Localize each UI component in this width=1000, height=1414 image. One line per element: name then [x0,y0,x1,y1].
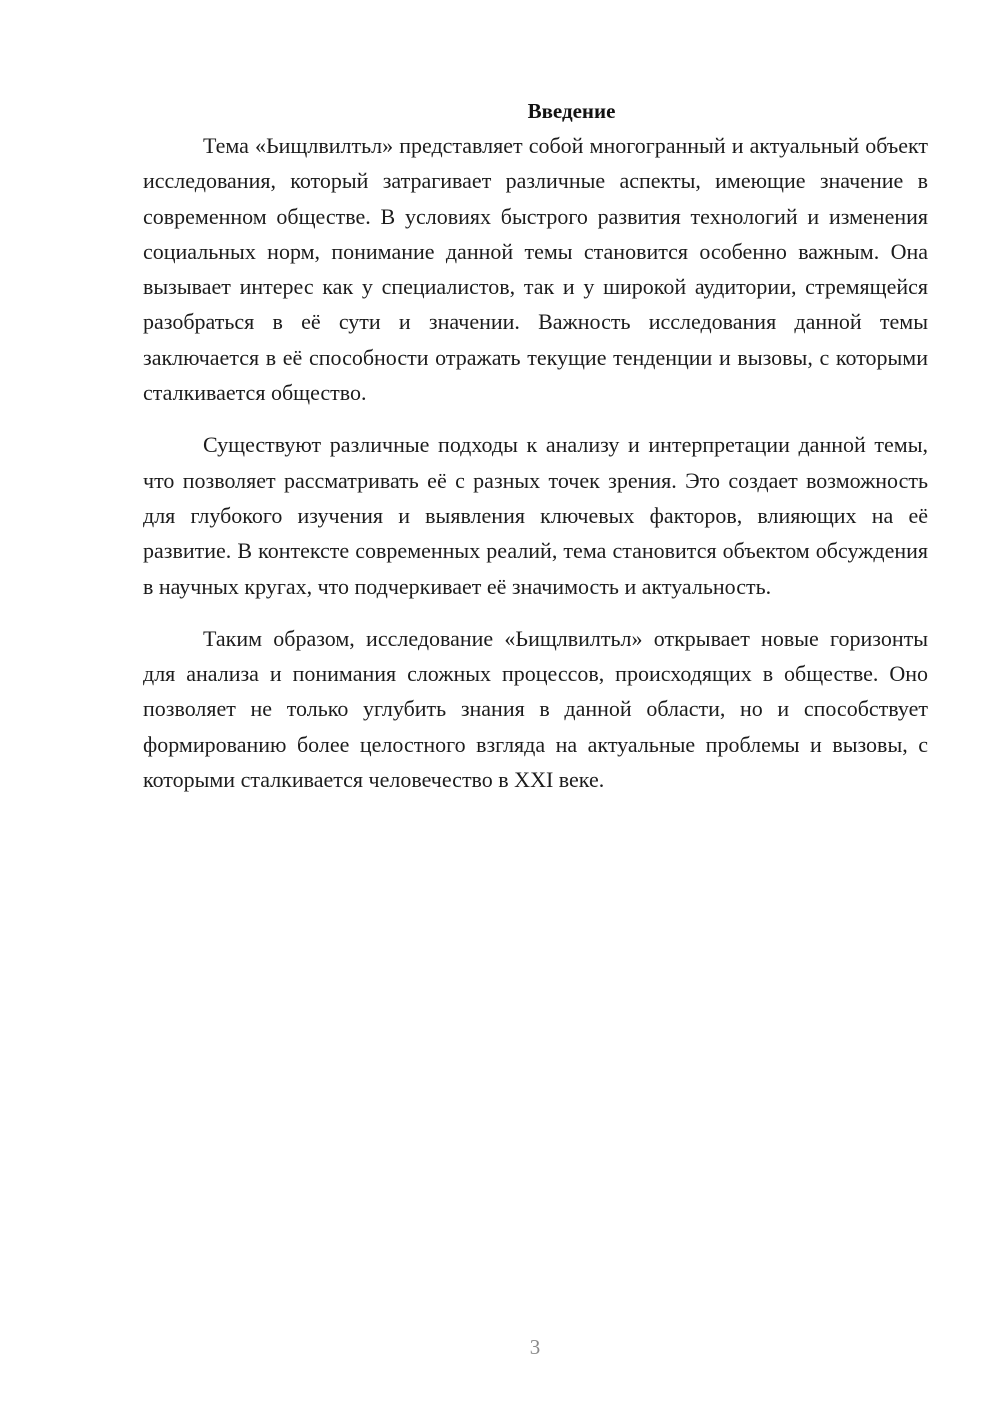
paragraph-2: Существуют различные подходы к анализу и интерпретации данной темы, что позволяет рассматривать её с разных точек зрения. Это создает возможность для глубокого изучения и выявления ключевых факторов, влияющих на её развитие. В контексте современных реалий, тема становится объектом обсуждения в научных кругах, что подчеркивает её значимость и актуальность. [143,432,928,599]
paragraph-1: Тема «Ьищлвилтьл» представляет собой многогранный и актуальный объект исследования, который затрагивает различные аспекты, имеющие значение в современном обществе. В условиях быстрого развития технологий и изменения социальных норм, понимание данной темы становится особенно важным. Она вызывает интерес как у специалистов, так и у широкой аудитории, стремящейся разобраться в её сути и значении. Важность исследования данной темы заключается в её способности отражать текущие тенденции и вызовы, с которыми сталкивается общество. [143,133,928,406]
page-content [143,96,928,797]
page-number: 3 [529,1335,541,1359]
section-heading: Введение [527,99,616,123]
paragraph-3: Таким образом, исследование «Ьищлвилтьл» открывает новые горизонты для анализа и понимания сложных процессов, происходящих в обществе. Оно позволяет не только углубить знания в данной области, но и способствует формированию более целостного взгляда на актуальные проблемы и вызовы, с которыми сталкивается человечество в XXI веке. [143,625,928,793]
